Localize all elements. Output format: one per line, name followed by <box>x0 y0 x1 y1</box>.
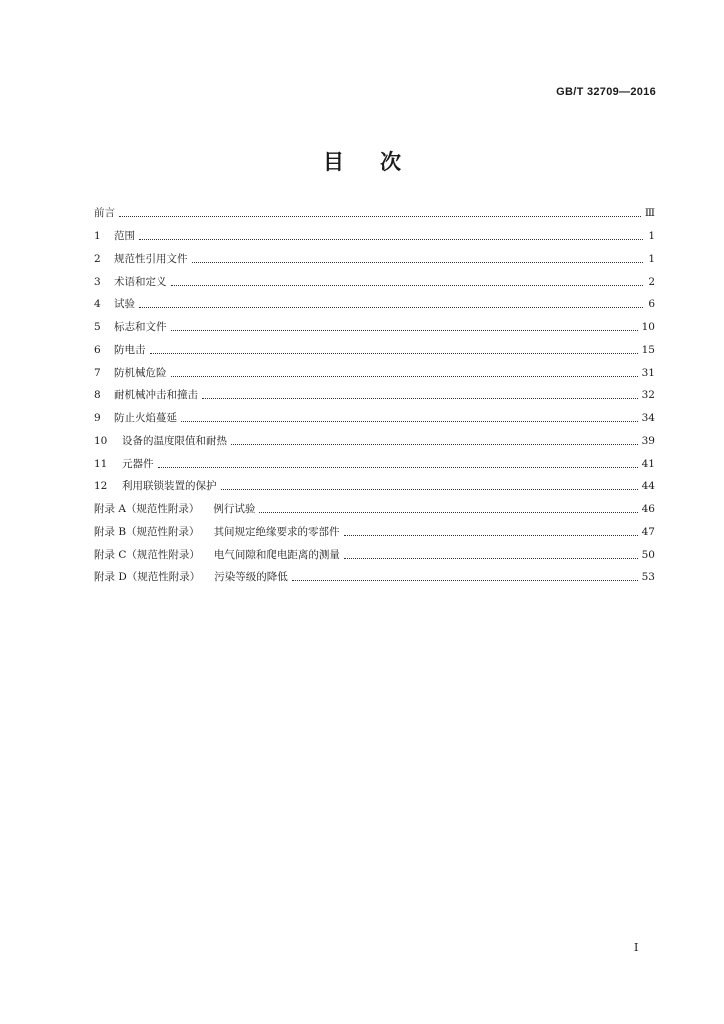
toc-entry-label: 利用联锁装置的保护 <box>122 480 217 493</box>
toc-entry-number: 5 <box>94 321 101 334</box>
toc-entry-label: 污染等级的降低 <box>214 571 288 584</box>
toc-entry[interactable] <box>94 225 655 248</box>
toc-entry-number: 4 <box>94 298 101 311</box>
toc-entry-label: 试验 <box>114 298 135 311</box>
toc-entry-label: 耐机械冲击和撞击 <box>114 389 198 402</box>
toc-entry-page: 46 <box>641 503 655 516</box>
toc-entry-number: 8 <box>94 389 101 402</box>
toc-entry-label: 范围 <box>114 230 135 243</box>
toc-entry[interactable] <box>94 430 655 453</box>
toc-entry-page: 31 <box>641 366 655 379</box>
toc-entry-number: 附录 C（规范性附录） <box>94 548 200 561</box>
leader-dots <box>171 329 638 331</box>
leader-dots <box>192 261 644 263</box>
toc-entry[interactable] <box>94 339 655 362</box>
toc-entry-number: 7 <box>94 366 101 379</box>
leader-dots <box>171 284 644 286</box>
toc-entry-label: 标志和文件 <box>114 321 167 334</box>
title-char-1: 目 <box>323 150 344 174</box>
toc-entry-label: 术语和定义 <box>114 275 167 288</box>
standard-code: GB/T 32709—2016 <box>556 86 656 98</box>
leader-dots <box>150 352 638 354</box>
toc-entry-page: 6 <box>648 298 655 311</box>
toc-entry-page: 15 <box>641 343 655 356</box>
leader-dots <box>292 579 638 581</box>
toc-entry-page: 32 <box>641 389 655 402</box>
toc-entry-page: 2 <box>648 275 655 288</box>
toc-entry[interactable] <box>94 452 655 475</box>
leader-dots <box>202 397 638 399</box>
toc-entry[interactable] <box>94 293 655 316</box>
toc-entry-appendix-c[interactable] <box>94 543 655 566</box>
leader-dots <box>344 557 638 559</box>
toc-entry-label: 规范性引用文件 <box>114 252 188 265</box>
toc-entry-label: 电气间隙和爬电距离的测量 <box>213 548 340 561</box>
toc-entry[interactable] <box>94 384 655 407</box>
title-char-2: 次 <box>380 150 401 174</box>
toc-entry-number: 附录 B（规范性附录） <box>94 525 200 538</box>
toc-entry[interactable] <box>94 248 655 271</box>
toc-entry-page: 1 <box>648 252 655 265</box>
toc-entry-page: Ⅲ <box>644 207 655 220</box>
toc-entry[interactable] <box>94 270 655 293</box>
toc-entry-page: 1 <box>648 230 655 243</box>
leader-dots <box>119 215 641 217</box>
leader-dots <box>139 238 643 240</box>
toc-entry-label: 例行试验 <box>213 503 256 516</box>
toc-entry-label: 前言 <box>94 207 115 220</box>
toc-entry[interactable] <box>94 361 655 384</box>
toc-entry-number: 附录 D（规范性附录） <box>94 571 201 584</box>
toc-entry-number: 3 <box>94 275 101 288</box>
toc-entry-label: 防止火焰蔓延 <box>114 412 177 425</box>
toc-entry-page: 53 <box>641 571 655 584</box>
toc-entry-label: 设备的温度限值和耐热 <box>122 434 227 447</box>
toc-entry-page: 44 <box>641 480 655 493</box>
toc-entry-page: 41 <box>641 457 655 470</box>
page-number: I <box>634 941 639 954</box>
toc-entry-page: 47 <box>641 525 655 538</box>
toc-entry[interactable] <box>94 407 655 430</box>
leader-dots <box>181 420 638 422</box>
toc-entry-label: 防机械危险 <box>114 366 167 379</box>
toc-entry-number: 1 <box>94 230 101 243</box>
toc-entry-foreword[interactable] <box>94 202 655 225</box>
toc-entry-label: 防电击 <box>114 343 146 356</box>
toc-entry-page: 10 <box>641 321 655 334</box>
toc-entry-page: 50 <box>641 548 655 561</box>
toc-entry-label: 元器件 <box>122 457 154 470</box>
toc-entry-number: 6 <box>94 343 101 356</box>
toc-entry-number: 11 <box>94 457 108 470</box>
toc-entry-appendix-a[interactable] <box>94 498 655 521</box>
toc-entry-number: 2 <box>94 252 101 265</box>
leader-dots <box>221 488 638 490</box>
toc-entry-number: 10 <box>94 434 108 447</box>
toc-entry-number: 附录 A（规范性附录） <box>94 503 200 516</box>
page-title <box>0 146 724 176</box>
leader-dots <box>259 511 637 513</box>
toc-entry[interactable] <box>94 316 655 339</box>
toc-entry-appendix-b[interactable] <box>94 521 655 544</box>
toc-entry[interactable] <box>94 475 655 498</box>
table-of-contents <box>94 202 655 589</box>
leader-dots <box>171 375 638 377</box>
toc-entry-number: 12 <box>94 480 108 493</box>
leader-dots <box>158 466 638 468</box>
toc-entry-page: 39 <box>641 434 655 447</box>
toc-entry-label: 其间规定绝缘要求的零部件 <box>213 525 340 538</box>
leader-dots <box>344 534 638 536</box>
leader-dots <box>139 306 643 308</box>
toc-entry-number: 9 <box>94 412 101 425</box>
toc-entry-page: 34 <box>641 412 655 425</box>
leader-dots <box>231 443 638 445</box>
toc-entry-appendix-d[interactable] <box>94 566 655 589</box>
